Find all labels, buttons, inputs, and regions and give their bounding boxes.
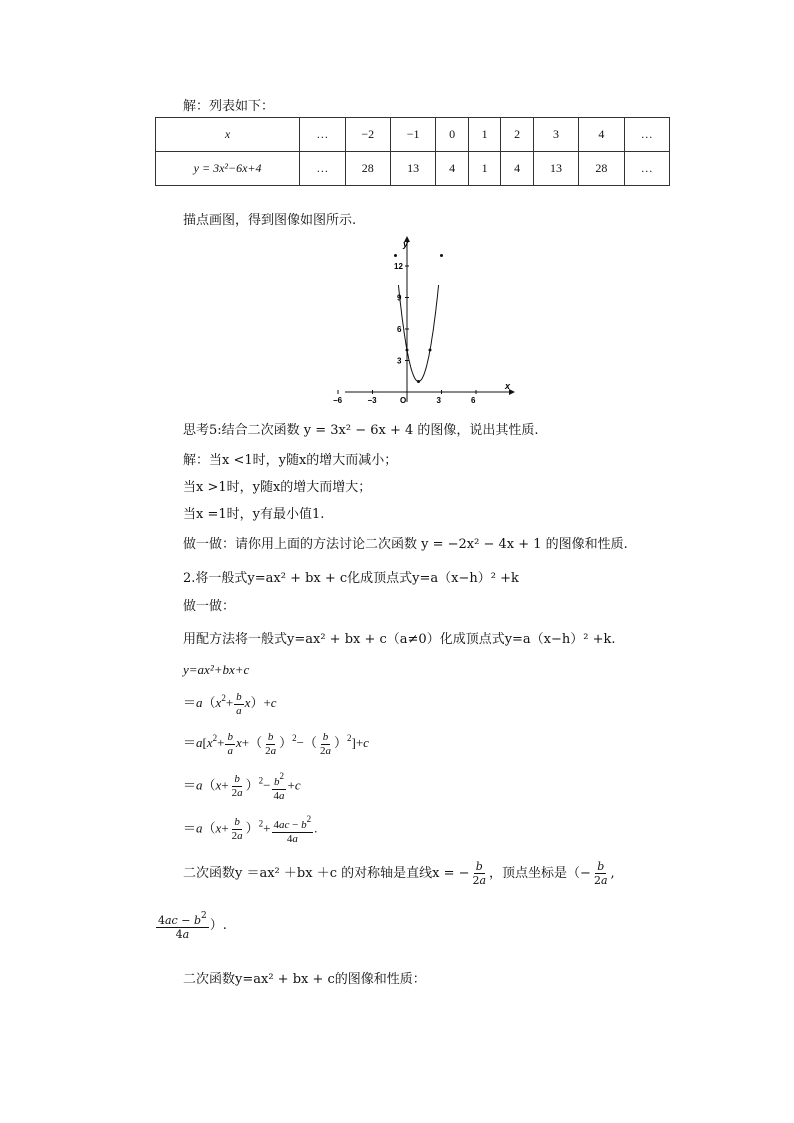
table-cell: …: [624, 118, 669, 152]
y-tick-label: 3: [397, 356, 402, 366]
x-tick-label: O: [400, 396, 407, 405]
table-cell: y = 3x²−6x+4: [156, 152, 300, 186]
y-tick-label: 6: [397, 325, 402, 334]
table-cell: 1: [468, 152, 501, 186]
final-heading: 二次函数y=ax² + bx + c的图像和性质：: [183, 972, 426, 987]
data-point: [440, 254, 443, 257]
plot-caption: 描点画图，得到图像如图所示.: [183, 213, 357, 228]
solution-line-1: 解：当x <1时，y随x的增大而减小；: [183, 453, 398, 468]
table-cell: 3: [533, 118, 578, 152]
table-cell: 0: [436, 118, 469, 152]
solution-line-2: 当x >1时，y随x的增大而增大；: [183, 480, 372, 495]
x-tick-label: −6: [333, 396, 343, 405]
equation-line-1: $=a(x^2+$ $\frac{b}{a}$ x）+c: [183, 690, 277, 717]
intro-text: 解：列表如下：: [183, 99, 275, 114]
parabola-plot: [333, 235, 515, 414]
equation-line-0: y=ax²+bx+c: [183, 662, 250, 677]
value-table: [155, 117, 670, 186]
x-tick-label: 3: [436, 396, 441, 405]
table-cell: 28: [579, 152, 624, 186]
table-cell: 1: [468, 118, 501, 152]
data-point: [429, 349, 432, 352]
table-cell: x: [156, 118, 300, 152]
solution-line-3: 当x =1时，y有最小值1.: [183, 507, 325, 522]
table-row: [156, 118, 670, 152]
data-point: [394, 254, 397, 257]
doit2-text: 做一做：: [183, 599, 236, 614]
y-tick-label: 12: [394, 262, 403, 271]
symmetry-text: 二次函数y ＝ax² ＋bx ＋c 的对称轴是直线x = − $\frac{b}{2a}$ ，顶点坐标是（− $\frac{b}{2a}$ ,: [183, 860, 615, 887]
x-tick-label: −3: [367, 396, 377, 405]
table-cell: 4: [579, 118, 624, 152]
table-cell: −1: [390, 118, 435, 152]
table-cell: 13: [533, 152, 578, 186]
table-cell: …: [624, 152, 669, 186]
table-cell: …: [300, 118, 345, 152]
y-axis-label: y: [403, 239, 409, 249]
parabola-curve: [398, 285, 438, 382]
section2-heading: 2.将一般式y=ax² + bx + c化成顶点式y=a（x−h）² +k: [183, 571, 519, 586]
x-tick-label: 6: [471, 396, 476, 405]
vertex-y-text: $\frac{4ac - b^2}{4a}$ ）.: [158, 911, 227, 941]
data-point: [406, 349, 409, 352]
think5-text: 思考5:结合二次函数 y = 3x² − 6x + 4 的图像，说出其性质.: [183, 423, 539, 438]
table-cell: 4: [436, 152, 469, 186]
x-axis-label: x: [505, 381, 511, 391]
doit1-text: 做一做：请你用上面的方法讨论二次函数 y = −2x² − 4x + 1 的图像和性质.: [183, 537, 628, 552]
table-cell: 13: [390, 152, 435, 186]
parabola-chart: [333, 235, 515, 410]
table-cell: −2: [345, 118, 390, 152]
equation-line-2: $=a[x^2+$ $\frac{b}{a}$ x+（ $\frac{b}{2a}$ ）$^2$−（ $\frac{b}{2a}$ ）$^2$]+c: [183, 730, 369, 757]
y-tick-label: 9: [397, 293, 402, 303]
equation-line-3: ＝a（x+ $\frac{b}{2a}$ ）$^2$− $\frac{b^2}{4a}$ +c: [183, 771, 301, 802]
table-cell: 2: [501, 118, 534, 152]
table-row: [156, 152, 670, 186]
table-cell: …: [300, 152, 345, 186]
table-cell: 4: [501, 152, 534, 186]
table-cell: 28: [345, 152, 390, 186]
method-text: 用配方法将一般式y=ax² + bx + c（a≠0）化成顶点式y=a（x−h）² +k.: [183, 632, 616, 647]
equation-line-4: ＝a（x+ $\frac{b}{2a}$ ）$^2$+ $\frac{4ac - b^2}{4a}$ .: [183, 814, 318, 845]
data-point: [417, 380, 420, 383]
